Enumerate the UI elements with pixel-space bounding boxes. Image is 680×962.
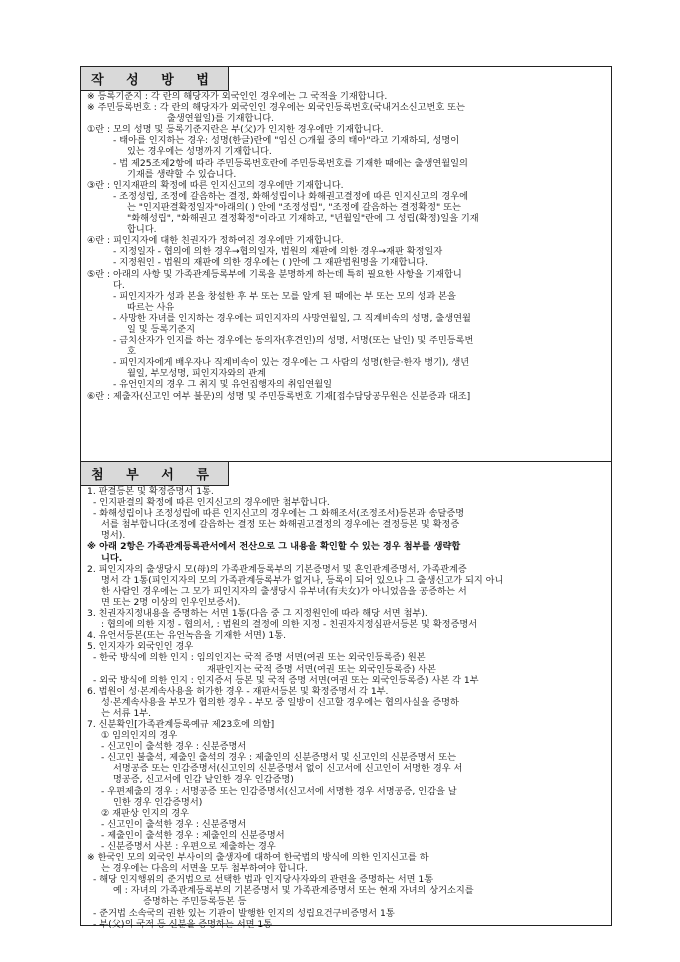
attachments-title: 첨 부 서 류	[81, 462, 229, 486]
text-line: ③란 : 인지재판의 확정에 따른 인지신고의 경우에만 기재합니다.	[87, 179, 344, 191]
text-line: 5. 인지자가 외국인인 경우	[87, 641, 194, 653]
text-line: - 부(父)의 국적 등 신분을 증명하는 서면 1통	[93, 918, 273, 930]
text-line: ①란 : 모의 성명 및 등록기준지란은 부(父)가 인지한 경우에만 기재합니다.	[87, 124, 384, 136]
text-line: 서를 첨부합니다(조정에 갈음하는 결정 또는 화해권고결정의 경우에는 결정등본 및 확정증	[101, 519, 460, 531]
text-line: - 우편제출의 경우 : 서명공증 또는 인감증명서(신고서에 서명한 경우 서명공증, 인감을 날	[101, 785, 457, 797]
text-line: ① 임의인지의 경우	[101, 730, 178, 742]
text-line: - 지정일자 - 협의에 의한 경우→협의일자, 법원의 재판에 의한 경우→재판 확정일자	[113, 246, 443, 258]
text-line: 예 : 자녀의 가족관계등록부의 기본증명서 및 가족관계증명서 또는 현재 자녀의 상거소지를	[113, 885, 474, 897]
text-line: 는 "인지판결확정일자"아래의( ) 안에 "조정성립", "조정에 갈음하는 결정확정" 또는	[127, 201, 461, 213]
text-line: ② 재판상 인지의 경우	[101, 807, 189, 819]
text-line: 는 경우에는 다음의 서면을 모두 첨부하여야 합니다.	[101, 863, 308, 875]
text-line: ⑤란 : 아래의 사항 및 가족관계등록부에 기록을 분명하게 하는데 특히 필요한 사항을 기재합니	[87, 268, 462, 280]
text-line: 명서 각 1통(피인지자의 모의 가족관계등록부가 없거나, 등록이 되어 있으나 그 출생신고가 되지 아니	[101, 574, 504, 586]
writing-method-title: 작 성 방 법	[81, 67, 229, 91]
text-line: 2. 피인지자의 출생당시 모(母)의 가족관계등록부의 기본증명서 및 혼인관계증명서, 가족관계증	[87, 563, 467, 575]
text-line: - 인지판결의 확정에 따른 인지신고의 경우에만 첨부합니다.	[93, 497, 330, 509]
text-line: 명서).	[101, 530, 126, 542]
text-line: - 태아를 인지하는 경우: 성명(한글)란에 "임신 ○개월 중의 태아"라고 기재하되, 성명이	[113, 135, 460, 147]
text-line: 인한 경우 인감증명서)	[113, 796, 203, 808]
text-line: 성·본계속사용을 부모가 협의한 경우 - 부모 중 일방이 신고할 경우에는 협의사실을 증명하	[101, 696, 459, 708]
text-line: "화해성립", "화해권고 결정확정"이라고 기재하고, "년월일"란에 그 성립(확정)일을 기재	[127, 213, 479, 225]
text-line: 6. 법원이 성·본계속사용을 허가한 경우 - 재판서등본 및 확정증명서 각 1부.	[87, 685, 389, 697]
text-line: - 사망한 자녀를 인지하는 경우에는 피인지자의 사망연월일, 그 직계비속의 성명, 출생연월	[113, 312, 471, 324]
text-line: - 유언인지의 경우 그 취지 및 유언집행자의 취임연월일	[113, 379, 333, 391]
text-line: - 피인지자에게 배우자나 직계비속이 있는 경우에는 그 사람의 성명(한글·한자 병기), 생년	[113, 357, 470, 369]
attachments-content	[87, 486, 605, 930]
text-line: ※ 등록기준지 : 각 란의 해당자가 외국인인 경우에는 그 국적을 기재합니다.	[87, 91, 388, 102]
text-line: 명공증, 신고서에 인감 날인한 경우 인감증명)	[113, 774, 294, 786]
text-line: - 신고인이 출석한 경우 : 신분증명서	[101, 741, 247, 753]
text-line: 7. 신분확인[가족관계등록예규 제23호에 의함]	[87, 718, 275, 730]
text-line: ※ 아래 2항은 가족관계등록관서에서 전산으로 그 내용을 확인할 수 있는 경우 첨부를 생략합	[87, 541, 461, 553]
writing-method-content	[87, 91, 605, 402]
text-line: 호	[127, 346, 136, 358]
attachments-section	[80, 462, 612, 930]
text-line: - 금치산자가 인지를 하는 경우에는 동의자(후견인)의 성명, 서명(또는 날인) 및 주민등록번	[113, 335, 474, 347]
text-line: 출생연월일)를 기재합니다.	[167, 113, 275, 125]
text-line: - 화해성립이나 조정성립에 따른 인지신고의 경우에는 그 화해조서(조정조서)등본과 송달증명	[93, 508, 465, 520]
text-line: 기재를 생략할 수 있습니다.	[127, 168, 237, 180]
text-line: 월일, 부모성명, 피인지자와의 관계	[127, 368, 266, 380]
text-line: 합니다.	[127, 224, 157, 236]
text-line: - 신분증명서 사본 : 우편으로 제출하는 경우	[101, 841, 276, 852]
text-line: - 해당 인지행위의 준거법으로 선택한 법과 인지당사자와의 관련을 증명하는 서면 1통	[93, 874, 434, 886]
text-line: - 한국 방식에 의한 인지 : 임의인지는 국적 증명 서면(여권 또는 외국인등록증) 원본	[93, 652, 426, 664]
text-line: 있는 경우에는 성명까지 기재합니다.	[127, 146, 272, 158]
text-line: 면 또는 2명 이상의 인우인보증서).	[101, 596, 241, 608]
instruction-sheet	[80, 66, 612, 932]
text-line: - 법 제25조제2항에 따라 주민등록번호란에 주민등록번호를 기재한 때에는 출생연월일의	[113, 157, 468, 169]
text-line: 4. 유언서등본(또는 유언녹음을 기재한 서면) 1통.	[87, 630, 287, 642]
text-line: 한 사람인 경우에는 그 모가 피인지자의 출생당시 유부녀(有夫女)가 아니었음을 공증하는 서	[101, 585, 467, 597]
text-line: ④란 : 피인지자에 대한 친권자가 정하여진 경우에만 기재합니다.	[87, 235, 344, 247]
text-line: ⑥란 : 제출자(신고인 여부 불문)의 성명 및 주민등록번호 기재[접수담당공무원은 신분증과 대조]	[87, 390, 471, 402]
text-line: - 신고인이 출석한 경우 : 신분증명서	[101, 818, 247, 830]
text-line: 다.	[113, 279, 125, 291]
text-line: ※ 한국인 모의 외국인 부사이의 출생자에 대하여 한국법의 방식에 의한 인지신고를 하	[87, 852, 429, 864]
text-line: 3. 친권자지정내용을 증명하는 서면 1통(다음 중 그 지정원인에 따라 해당 서면 첨부).	[87, 608, 428, 620]
text-line: ※ 주민등록번호 : 각 란의 해당자가 외국인인 경우에는 외국인등록번호(국내거소신고번호 또는	[87, 102, 465, 114]
text-line: 일 및 등록기준지	[127, 323, 195, 335]
text-line: - 준거법 소속국의 권한 있는 기관이 발행한 인지의 성립요건구비증명서 1통	[93, 907, 395, 919]
text-line: 는 서류 1부.	[101, 707, 152, 719]
text-line: - 지정원인 - 법원의 재판에 의한 경우에는 ( )안에 그 재판법원명을 기재합니다.	[113, 257, 429, 269]
text-line: 서명공증 또는 인감증명서(신고인의 신분증명서 없이 신고서에 신고인이 서명한 경우 서	[113, 763, 463, 775]
text-line: 재판인지는 국적 증명 서면(여권 또는 외국인등록증) 사본	[207, 663, 436, 675]
text-line: - 피인지자가 성과 본을 창설한 후 부 또는 모를 알게 된 때에는 부 또는 모의 성과 본을	[113, 290, 456, 302]
writing-method-section	[80, 66, 612, 462]
text-line: - 외국 방식에 의한 인지 : 인지증서 등본 및 국적 증명 서면(여권 또는 외국인등록증) 사본 각 1부	[93, 674, 479, 686]
text-line: - 신고인 불출석, 제출인 출석의 경우 : 제출인의 신분증명서 및 신고인의 신분증명서 또는	[101, 752, 457, 764]
text-line: 니다.	[101, 552, 123, 564]
text-line: - 제출인이 출석한 경우 : 제출인의 신분증명서	[101, 829, 285, 841]
text-line: : 협의에 의한 지정 - 협의서, : 법원의 결정에 의한 지정 - 친권자지정심판서등본 및 확정증명서	[101, 619, 478, 631]
text-line: - 조정성립, 조정에 갈음하는 결정, 화해성립이나 화해권고결정에 따른 인지신고의 경우에	[113, 190, 468, 202]
text-line: 1. 판결등본 및 확정증명서 1통.	[87, 486, 214, 497]
text-line: 따르는 사유	[127, 301, 175, 313]
text-line: 증명하는 주민등록등본 등	[143, 896, 247, 908]
